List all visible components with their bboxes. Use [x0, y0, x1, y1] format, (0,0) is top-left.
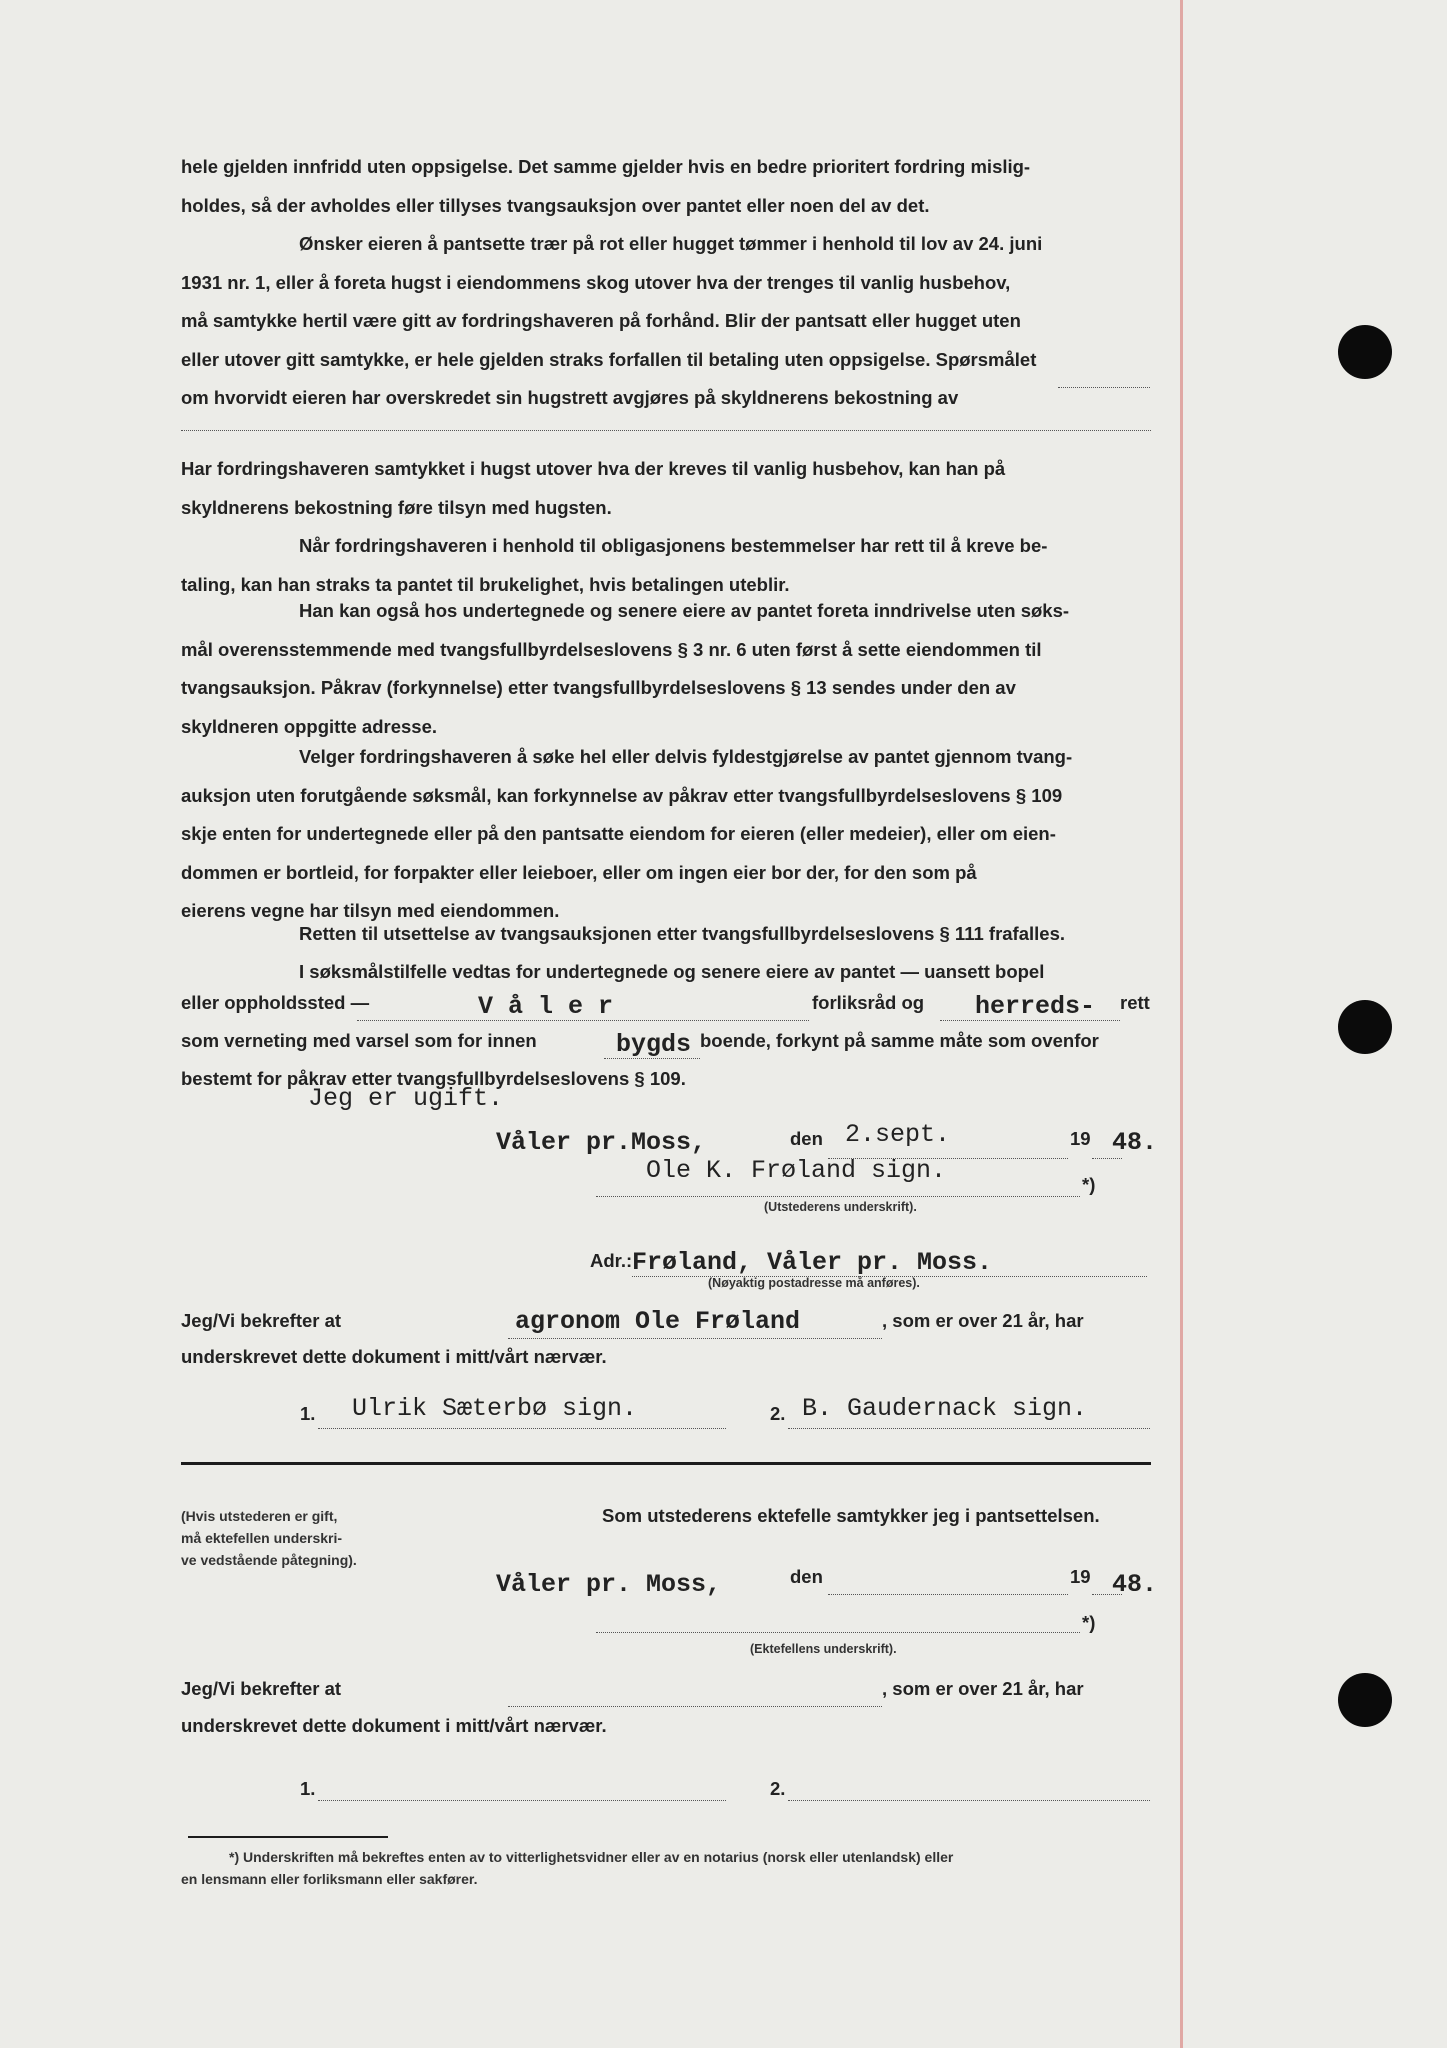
fill-in-line [788, 1428, 1150, 1429]
margin-rule [1180, 0, 1183, 2048]
witness-2-name: B. Gaudernack sign. [802, 1394, 1088, 1423]
paragraph-2 [181, 225, 1151, 418]
witness-line2: underskrevet dette dokument i mitt/vårt nærvær. [181, 1346, 607, 1367]
signer-name: Ole K. Frøland sign. [646, 1156, 947, 1185]
text-line: Han kan også hos undertegnede og senere eiere av pantet foreta inndrivelse uten søks- [299, 600, 1070, 621]
text-line: 1931 nr. 1, eller å foreta hugst i eiendommens skog utover hva der trenges til vanlig husbehov, [181, 271, 1011, 293]
footnote-line: en lensmann eller forliksmann eller sakfører. [181, 1871, 478, 1887]
signature-caption: (Utstederens underskrift). [764, 1200, 917, 1214]
paragraph-6 [181, 738, 1151, 931]
typed-bygds: bygds [616, 1030, 692, 1059]
text-line: tvangsauksjon. Påkrav (forkynnelse) etter tvangsfullbyrdelseslovens § 13 sendes under den av [181, 677, 1016, 698]
witness-post: , som er over 21 år, har [882, 1678, 1084, 1699]
text-line: eierens vegne har tilsyn med eiendommen. [181, 900, 560, 921]
fill-in-line [508, 1338, 882, 1339]
address-label: Adr.: [590, 1250, 633, 1271]
side-note-line: må ektefellen underskri- [181, 1530, 343, 1546]
address-value: Frøland, Våler pr. Moss. [632, 1248, 993, 1277]
venue-post-text: rett [1120, 992, 1150, 1013]
spouse-caption: (Ektefellens underskrift). [750, 1642, 897, 1656]
text-line: Velger fordringshaveren å søke hel eller delvis fyldestgjørelse av pantet gjennom tvang- [299, 746, 1073, 767]
text-line: Har fordringshaveren samtykket i hugst utover hva der kreves til vanlig husbehov, kan han på [181, 458, 1006, 479]
fill-in-line [181, 430, 1151, 431]
text-line: om hvorvidt eieren har overskredet sin hugstrett avgjøres på skyldnerens bekostning av [181, 387, 959, 408]
address-caption: (Nøyaktig postadresse må anføres). [708, 1276, 920, 1290]
fill-in-line [1092, 1158, 1122, 1159]
witnessed-name: agronom Ole Frøland [515, 1307, 801, 1336]
text-line: Ønsker eieren å pantsette trær på rot eller hugget tømmer i henhold til lov av 24. juni [299, 233, 1043, 254]
footnote-mark: *) [1082, 1174, 1096, 1195]
paragraph-3 [181, 450, 1151, 527]
fill-in-line [788, 1800, 1150, 1801]
punch-hole [1338, 1000, 1392, 1054]
year-prefix: 19 [1070, 1566, 1091, 1587]
witness-post: , som er over 21 år, har [882, 1310, 1084, 1331]
fill-in-line [318, 1800, 726, 1801]
typed-court: herreds- [975, 992, 1096, 1021]
paragraph-7 [181, 915, 1151, 954]
footnote-rule [188, 1836, 388, 1838]
spouse-consent: Som utstederens ektefelle samtykker jeg i pantsettelsen. [602, 1505, 1100, 1526]
text-line: taling, kan han straks ta pantet til brukelighet, hvis betalingen uteblir. [181, 573, 790, 595]
punch-hole [1338, 325, 1392, 379]
witness-number: 2. [770, 1778, 786, 1799]
witness-1-name: Ulrik Sæterbø sign. [352, 1394, 638, 1423]
text-line: holdes, så der avholdes eller tillyses tvangsauksjon over pantet eller noen del av det. [181, 194, 930, 216]
text-line: skyldnerens bekostning føre tilsyn med hugsten. [181, 496, 612, 518]
signature-line [596, 1632, 1080, 1633]
witness-pre: Jeg/Vi bekrefter at [181, 1310, 342, 1331]
spouse-year: 48. [1112, 1570, 1158, 1599]
footnote [181, 1846, 1151, 1890]
venue-line2-post: boende, forkynt på samme måte som ovenfor [700, 1030, 1099, 1051]
spouse-side-note [181, 1505, 357, 1571]
paragraph-5 [181, 592, 1151, 746]
venue-line3: bestemt for påkrav etter tvangsfullbyrdelseslovens § 109. [181, 1068, 686, 1089]
footnote-mark: *) [1082, 1612, 1096, 1633]
year-prefix: 19 [1070, 1128, 1091, 1149]
witness-number: 2. [770, 1403, 786, 1424]
marital-status: Jeg er ugift. [308, 1084, 504, 1113]
fill-in-line [508, 1706, 882, 1707]
witness-number: 1. [300, 1778, 316, 1799]
signature-line [596, 1196, 1080, 1197]
text-line: eller utover gitt samtykke, er hele gjelden straks forfallen til betaling uten oppsigelse. Spørsmålet [181, 348, 1037, 370]
text-line: auksjon uten forutgående søksmål, kan forkynnelse av påkrav etter tvangsfullbyrdelseslovens § 109 [181, 784, 1063, 806]
den-label: den [790, 1128, 823, 1149]
sign-place: Våler pr.Moss, [496, 1128, 707, 1157]
sign-date: 2.sept. [845, 1120, 951, 1149]
paragraph-8 [181, 953, 1151, 992]
sign-year: 48. [1112, 1128, 1158, 1157]
text-line: må samtykke hertil være gitt av fordringshaveren på forhånd. Blir der pantsatt eller hugget uten [181, 310, 1021, 331]
typed-place: V å l e r [478, 992, 614, 1021]
side-note-line: (Hvis utstederen er gift, [181, 1508, 338, 1524]
text-line: mål overensstemmende med tvangsfullbyrdelseslovens § 3 nr. 6 uten først å sette eiendommen til [181, 638, 1042, 660]
fill-in-line [318, 1428, 726, 1429]
fill-in-line [1058, 387, 1150, 388]
den-label: den [790, 1566, 823, 1587]
witness-number: 1. [300, 1403, 316, 1424]
text-line: Når fordringshaveren i henhold til obligasjonens bestemmelser har rett til å kreve be- [299, 535, 1048, 556]
text-line: skje enten for undertegnede eller på den pantsatte eiendom for eieren (eller medeier), eller om eien- [181, 823, 1056, 844]
footnote-line: *) Underskriften må bekreftes enten av to vitterlighetsvidner eller av en notarius (norsk eller utenlandsk) eller [229, 1849, 954, 1865]
section-divider [181, 1462, 1151, 1465]
text-line: dommen er bortleid, for forpakter eller leieboer, eller om ingen eier bor der, for den som på [181, 861, 977, 883]
paragraph-1 [181, 148, 1151, 225]
witness-line2: underskrevet dette dokument i mitt/vårt nærvær. [181, 1715, 607, 1736]
side-note-line: ve vedstående påtegning). [181, 1552, 357, 1568]
punch-hole [1338, 1673, 1392, 1727]
fill-in-line [828, 1594, 1068, 1595]
text-line: Retten til utsettelse av tvangsauksjonen etter tvangsfullbyrdelseslovens § 111 frafalles. [299, 923, 1065, 944]
venue-pre-text: eller oppholdssted — [181, 992, 370, 1013]
witness-pre: Jeg/Vi bekrefter at [181, 1678, 342, 1699]
spouse-place: Våler pr. Moss, [496, 1570, 722, 1599]
text-line: skyldneren oppgitte adresse. [181, 715, 438, 737]
venue-mid-text: forliksråd og [812, 992, 925, 1013]
text-line: I søksmålstilfelle vedtas for undertegnede og senere eiere av pantet — uansett bopel [299, 961, 1045, 982]
venue-line2-pre: som verneting med varsel som for innen [181, 1030, 537, 1051]
text-line: hele gjelden innfridd uten oppsigelse. Det samme gjelder hvis en bedre prioritert fordring mislig- [181, 156, 1031, 177]
